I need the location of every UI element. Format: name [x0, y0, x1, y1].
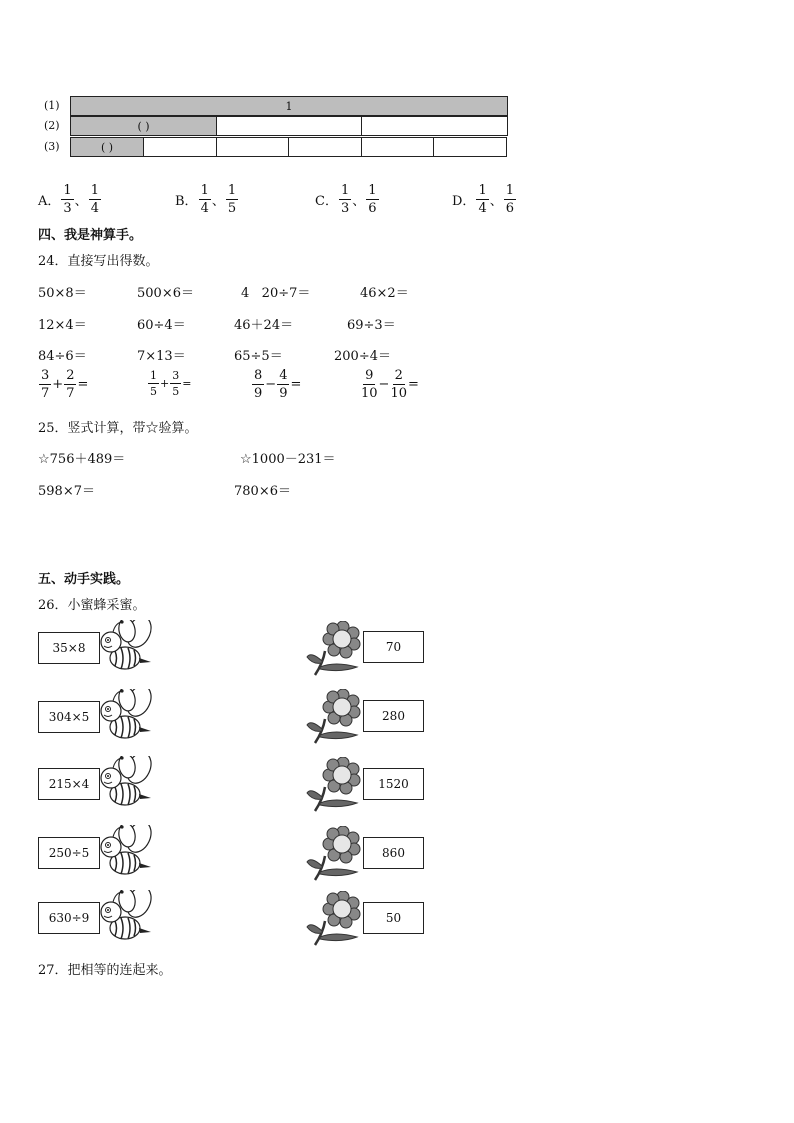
problem: 69÷3＝ [347, 318, 396, 333]
fraction-problem: $\frac{1}{5}$ + $\frac{3}{5}$ = [150, 369, 192, 398]
whole-cell: 1 [70, 96, 508, 116]
question-27: 27．把相等的连起来。 [38, 963, 172, 978]
problem: 84÷6＝ [38, 349, 87, 364]
fraction-row-1 [70, 96, 507, 116]
bee-icon [99, 756, 157, 812]
cell [143, 137, 217, 157]
cell [288, 137, 362, 157]
problem: 46＋24＝ [234, 318, 294, 333]
flower-icon [305, 621, 361, 677]
problem: 7×13＝ [137, 349, 186, 364]
choice-letter: A． [38, 194, 61, 209]
fraction-problem: $\frac{8}{9}$ − $\frac{4}{9}$ = [254, 368, 302, 401]
answer-blank-row2[interactable]: ( ) [70, 116, 217, 136]
problem: 598×7＝ [38, 484, 95, 499]
fraction: $\frac{1}{4}$ [90, 183, 99, 216]
choice-c[interactable] [315, 184, 380, 215]
bee-icon [99, 620, 157, 676]
fraction: $\frac{1}{5}$ [227, 183, 237, 216]
bee-expression-box[interactable]: 250÷5 [38, 837, 100, 869]
cell [433, 137, 507, 157]
separator: 、 [489, 194, 503, 209]
choice-letter: C． [315, 194, 338, 209]
choice-d[interactable] [452, 184, 517, 215]
cell [216, 116, 362, 136]
flower-answer-box[interactable]: 1520 [363, 768, 424, 800]
separator: 、 [352, 194, 366, 209]
problem: 60÷4＝ [137, 318, 186, 333]
question-25: 25．竖式计算，带☆验算。 [38, 421, 198, 436]
problem: 12×4＝ [38, 318, 87, 333]
problem: ☆756＋489＝ [38, 452, 126, 467]
choice-b[interactable] [175, 184, 239, 215]
flower-answer-box[interactable]: 50 [363, 902, 424, 934]
fraction: $\frac{1}{3}$ [63, 183, 72, 216]
cell [216, 137, 289, 157]
flower-answer-box[interactable]: 860 [363, 837, 424, 869]
problem: 46×2＝ [360, 286, 409, 301]
problem: 65÷5＝ [234, 349, 283, 364]
cell [361, 116, 508, 136]
fraction: $\frac{1}{4}$ [200, 183, 209, 216]
separator: 、 [211, 194, 225, 209]
fraction: $\frac{1}{6}$ [368, 183, 377, 216]
question-24: 24．直接写出得数。 [38, 254, 159, 269]
flower-icon [305, 826, 361, 882]
fraction-row-2 [70, 116, 507, 136]
problem: 4 20÷7＝ [241, 286, 311, 301]
fraction-row-3 [70, 137, 507, 157]
fraction: $\frac{1}{4}$ [478, 183, 487, 216]
separator: 、 [74, 194, 88, 209]
choice-letter: B． [175, 194, 198, 209]
bee-icon [99, 890, 157, 946]
fraction-problem: $\frac{9}{10}$ − $\frac{2}{10}$ = [361, 368, 419, 401]
row-label-1: (1) [44, 99, 60, 112]
flower-icon [305, 891, 361, 947]
problem: ☆1000－231＝ [240, 452, 336, 467]
problem: 200÷4＝ [334, 349, 391, 364]
row-label-3: (3) [44, 140, 60, 153]
flower-icon [305, 689, 361, 745]
bee-expression-box[interactable]: 35×8 [38, 632, 100, 664]
problem: 500×6＝ [137, 286, 194, 301]
bee-icon [99, 689, 157, 745]
section-5-title: 五、动手实践。 [38, 572, 130, 587]
section-4-title: 四、我是神算手。 [38, 228, 143, 243]
bee-expression-box[interactable]: 215×4 [38, 768, 100, 800]
flower-answer-box[interactable]: 70 [363, 631, 424, 663]
answer-blank-row3[interactable]: ( ) [70, 137, 144, 157]
question-26: 26．小蜜蜂采蜜。 [38, 598, 146, 613]
bee-expression-box[interactable]: 304×5 [38, 701, 100, 733]
fraction: $\frac{1}{6}$ [505, 183, 515, 216]
row-label-2: (2) [44, 119, 60, 132]
fraction-problem: $\frac{3}{7}$ + $\frac{2}{7}$ = [41, 368, 89, 401]
fraction: $\frac{1}{3}$ [340, 183, 350, 216]
choice-a[interactable] [38, 184, 102, 215]
flower-answer-box[interactable]: 280 [363, 700, 424, 732]
problem: 50×8＝ [38, 286, 87, 301]
cell [361, 137, 434, 157]
choice-letter: D． [452, 194, 476, 209]
bee-expression-box[interactable]: 630÷9 [38, 902, 100, 934]
bee-icon [99, 825, 157, 881]
problem: 780×6＝ [234, 484, 291, 499]
flower-icon [305, 757, 361, 813]
